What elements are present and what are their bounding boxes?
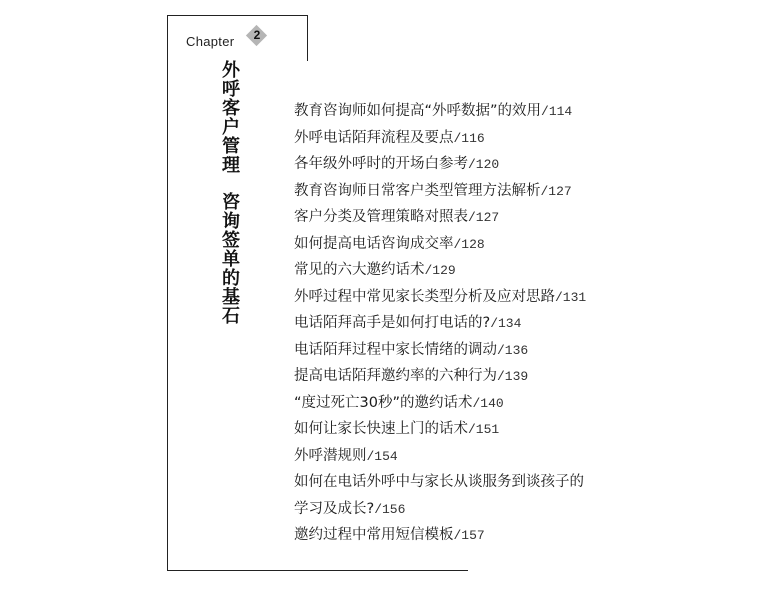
toc-entry-title: 学习及成长? — [294, 500, 375, 517]
toc-entry — [294, 231, 586, 258]
toc-entry-page: /156 — [374, 501, 406, 517]
toc-entry-page: /151 — [468, 422, 500, 437]
toc-entry — [294, 522, 586, 549]
toc-entry-page: /157 — [453, 528, 485, 543]
toc-entry-title: 如何提高电话咨询成交率 — [294, 235, 454, 252]
toc-entry-page: /127 — [468, 210, 500, 225]
toc-entry-title: 电话陌拜高手是如何打电话的? — [294, 315, 491, 331]
frame-top-border — [167, 15, 308, 16]
toc-entry-title: 客户分类及管理策略对照表 — [294, 209, 468, 225]
toc-entry — [294, 178, 586, 205]
toc-entry-title: 外呼潜规则 — [294, 447, 367, 464]
toc-entry — [294, 151, 586, 178]
table-of-contents — [294, 98, 586, 549]
chapter-label: Chapter — [186, 34, 235, 49]
chapter-number: 2 — [253, 28, 261, 42]
frame-right-border — [307, 15, 308, 61]
toc-entry-page: /134 — [490, 316, 522, 331]
toc-entry-title: 教育咨询师如何提高“外呼数据”的效用 — [294, 103, 542, 119]
toc-entry — [294, 284, 586, 311]
toc-entry — [294, 257, 586, 284]
toc-entry-title: 常见的六大邀约话术 — [294, 262, 425, 278]
toc-entry-page: /127 — [540, 183, 572, 199]
toc-entry-title: 各年级外呼时的开场白参考 — [294, 156, 468, 172]
toc-entry-title: 外呼电话陌拜流程及要点 — [294, 129, 454, 146]
toc-entry — [294, 363, 586, 390]
chapter-title — [218, 60, 240, 325]
toc-entry-title: 教育咨询师日常客户类型管理方法解析 — [294, 182, 541, 199]
frame-left-border — [167, 15, 168, 571]
toc-entry — [294, 416, 586, 443]
toc-entry-title: 如何在电话外呼中与家长从谈服务到谈孩子的 — [294, 474, 584, 490]
chapter-title-part1: 外呼客户管理 — [219, 60, 240, 174]
toc-entry-title: 如何让家长快速上门的话术 — [294, 421, 468, 437]
toc-entry-page: /154 — [366, 448, 398, 464]
toc-entry — [294, 443, 586, 470]
toc-entry-page: /139 — [497, 369, 529, 384]
toc-entry — [294, 98, 586, 125]
toc-entry — [294, 337, 586, 364]
toc-entry-title: “度过死亡30秒”的邀约话术 — [294, 394, 473, 411]
toc-entry-title: 邀约过程中常用短信模板 — [294, 527, 454, 543]
toc-entry — [294, 310, 586, 337]
toc-entry — [294, 390, 586, 417]
toc-entry-page: /114 — [541, 104, 573, 119]
toc-entry — [294, 204, 586, 231]
toc-entry-page: /120 — [468, 157, 500, 172]
toc-entry-page: /129 — [424, 263, 456, 278]
toc-entry-page: /131 — [555, 289, 587, 305]
toc-entry-title: 电话陌拜过程中家长情绪的调动 — [294, 341, 497, 358]
toc-entry-page: /136 — [497, 342, 529, 358]
chapter-number-badge — [247, 26, 267, 46]
chapter-title-part2: 咨询签单的基石 — [219, 192, 240, 325]
frame-bottom-border — [167, 570, 468, 571]
toc-entry-title: 提高电话陌拜邀约率的六种行为 — [294, 368, 497, 384]
toc-entry-title: 外呼过程中常见家长类型分析及应对思路 — [294, 288, 555, 305]
toc-entry — [294, 125, 586, 152]
toc-entry-page: /140 — [472, 395, 504, 411]
toc-entry — [294, 469, 586, 496]
toc-entry-page: /128 — [453, 236, 485, 252]
toc-entry — [294, 496, 586, 523]
toc-entry-page: /116 — [453, 130, 485, 146]
